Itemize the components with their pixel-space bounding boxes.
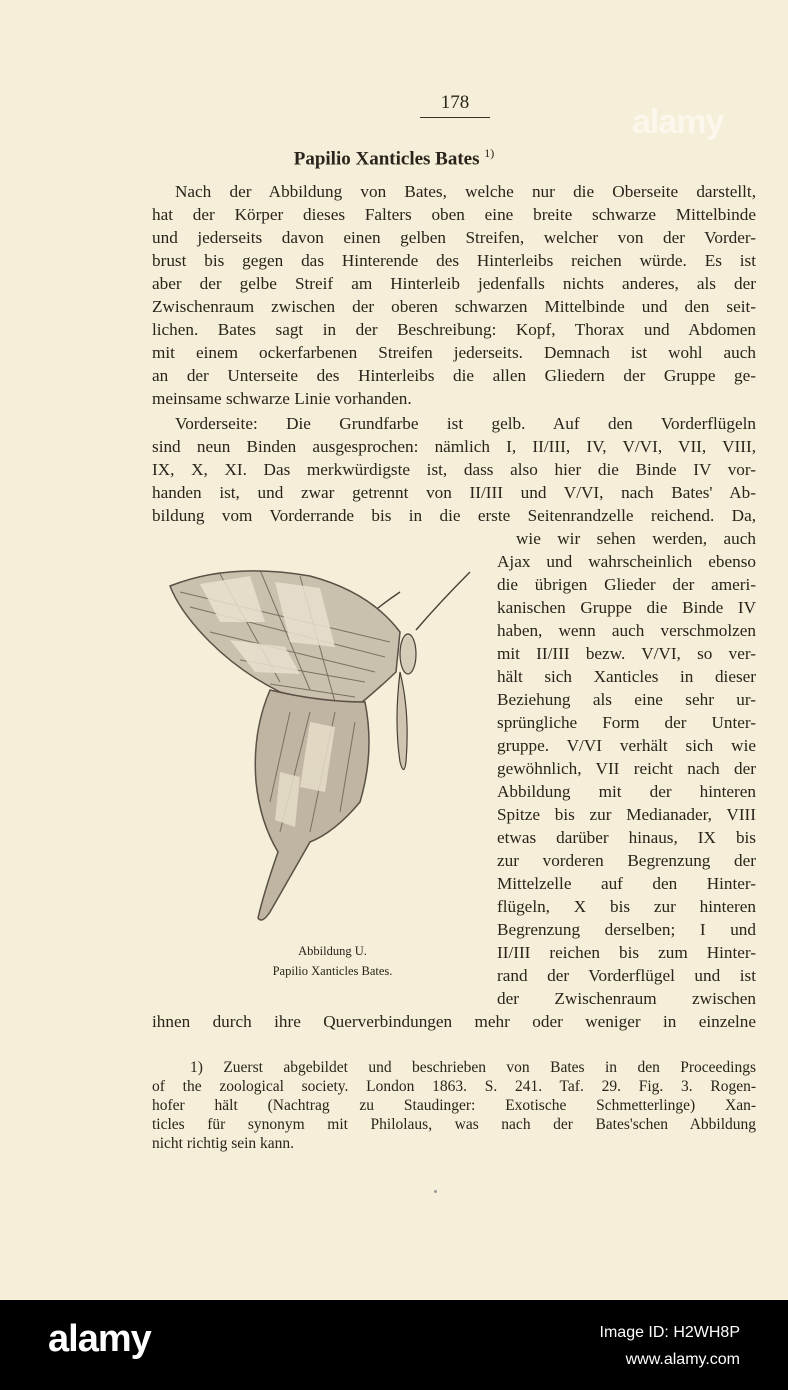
text-line: der Zwischenraum zwischen xyxy=(497,989,756,1008)
text-line: Vorderseite: Die Grundfarbe ist gelb. Auf den Vorderflügeln xyxy=(175,414,756,433)
text-line: an der Unterseite des Hinterleibs die allen Gliedern der Gruppe ge- xyxy=(152,366,756,385)
page-number-rule xyxy=(420,117,490,118)
image-id-label: Image ID: H2WH8P xyxy=(599,1324,740,1341)
text-line: bildung vom Vorderrande bis in die erste Seitenrandzelle reichend. Da, xyxy=(152,506,756,525)
text-line: etwas darüber hinaus, IX bis xyxy=(497,828,756,847)
text-line: zur vorderen Begrenzung der xyxy=(497,851,756,870)
text-line: Begrenzung derselben; I und xyxy=(497,920,756,939)
text-line: Mittelzelle auf den Hinter- xyxy=(497,874,756,893)
watermark-logo-top: alamy xyxy=(632,103,724,141)
text-line: Nach der Abbildung von Bates, welche nur die Oberseite darstellt, xyxy=(175,182,756,201)
text-line: mit II/III bezw. V/VI, so ver- xyxy=(497,644,756,663)
text-line: Ajax und wahrscheinlich ebenso xyxy=(497,552,756,571)
butterfly-illustration xyxy=(160,562,480,932)
text-line: kanischen Gruppe die Binde IV xyxy=(497,598,756,617)
text-line: mit einem ockerfarbenen Streifen jederseits. Demnach ist wohl auch xyxy=(152,343,756,362)
text-line: meinsame schwarze Linie vorhanden. xyxy=(152,389,412,408)
footnote-mark: 1) xyxy=(484,146,495,160)
text-line: Spitze bis zur Medianader, VIII xyxy=(497,805,756,824)
text-line: IX, X, XI. Das merkwürdigste ist, dass also hier die Binde IV vor- xyxy=(152,460,756,479)
text-line: Zwischenraum zwischen der oberen schwarzen Mittelbinde und den seit- xyxy=(152,297,756,316)
text-line: und jederseits davon einen gelben Streifen, welcher von der Vorder- xyxy=(152,228,756,247)
text-line: brust bis gegen das Hinterende des Hinterleibs reichen würde. Es ist xyxy=(152,251,756,270)
text-line: gewöhnlich, VII reicht nach der xyxy=(497,759,756,778)
footnote-line: hofer hält (Nachtrag zu Staudinger: Exotische Schmetterlinge) Xan- xyxy=(152,1097,756,1114)
text-line: lichen. Bates sagt in der Beschreibung: Kopf, Thorax und Abdomen xyxy=(152,320,756,339)
text-line: ihnen durch ihre Querverbindungen mehr oder weniger in einzelne xyxy=(152,1012,756,1031)
antenna-right xyxy=(416,572,470,630)
footnote-line: ticles für synonym mit Philolaus, was nach der Bates'schen Abbildung xyxy=(152,1116,756,1133)
text-line: flügeln, X bis zur hinteren xyxy=(497,897,756,916)
text-line: sprüngliche Form der Unter- xyxy=(497,713,756,732)
text-line: wie wir sehen werden, auch xyxy=(516,529,756,548)
footnote-line: 1) Zuerst abgebildet und beschrieben von Bates in den Proceedings xyxy=(190,1059,756,1076)
figure-caption-label: Abbildung U. xyxy=(298,944,367,958)
watermark-url: www.alamy.com xyxy=(625,1351,740,1368)
text-line: II/III reichen bis zum Hinter- xyxy=(497,943,756,962)
text-line: handen ist, und zwar getrennt von II/III und V/VI, nach Bates' Ab- xyxy=(152,483,756,502)
text-line: Beziehung als eine sehr ur- xyxy=(497,690,756,709)
text-line: hält sich Xanticles in dieser xyxy=(497,667,756,686)
paper-speck xyxy=(434,1190,437,1193)
text-line: haben, wenn auch verschmolzen xyxy=(497,621,756,640)
text-line: aber der gelbe Streif am Hinterleib jedenfalls nichts anderes, als der xyxy=(152,274,756,293)
title-text: Papilio Xanticles Bates xyxy=(293,148,480,170)
text-line: hat der Körper dieses Falters oben eine breite schwarze Mittelbinde xyxy=(152,205,756,224)
text-line: gruppe. V/VI verhält sich wie xyxy=(497,736,756,755)
section-title xyxy=(0,146,788,170)
footnote-line: of the zoological society. London 1863. S. 241. Taf. 29. Fig. 3. Rogen- xyxy=(152,1078,756,1095)
text-line: Abbildung mit der hinteren xyxy=(497,782,756,801)
text-line: die übrigen Glieder der ameri- xyxy=(497,575,756,594)
text-line: sind neun Binden ausgesprochen: nämlich I, II/III, IV, V/VI, VII, VIII, xyxy=(152,437,756,456)
watermark-logo-bottom: alamy xyxy=(48,1318,151,1360)
figure-caption-title: Papilio Xanticles Bates. xyxy=(272,964,393,978)
footnote-line: nicht richtig sein kann. xyxy=(152,1135,295,1152)
page-number: 178 xyxy=(440,92,470,113)
text-line: rand der Vorderflügel und ist xyxy=(497,966,756,985)
